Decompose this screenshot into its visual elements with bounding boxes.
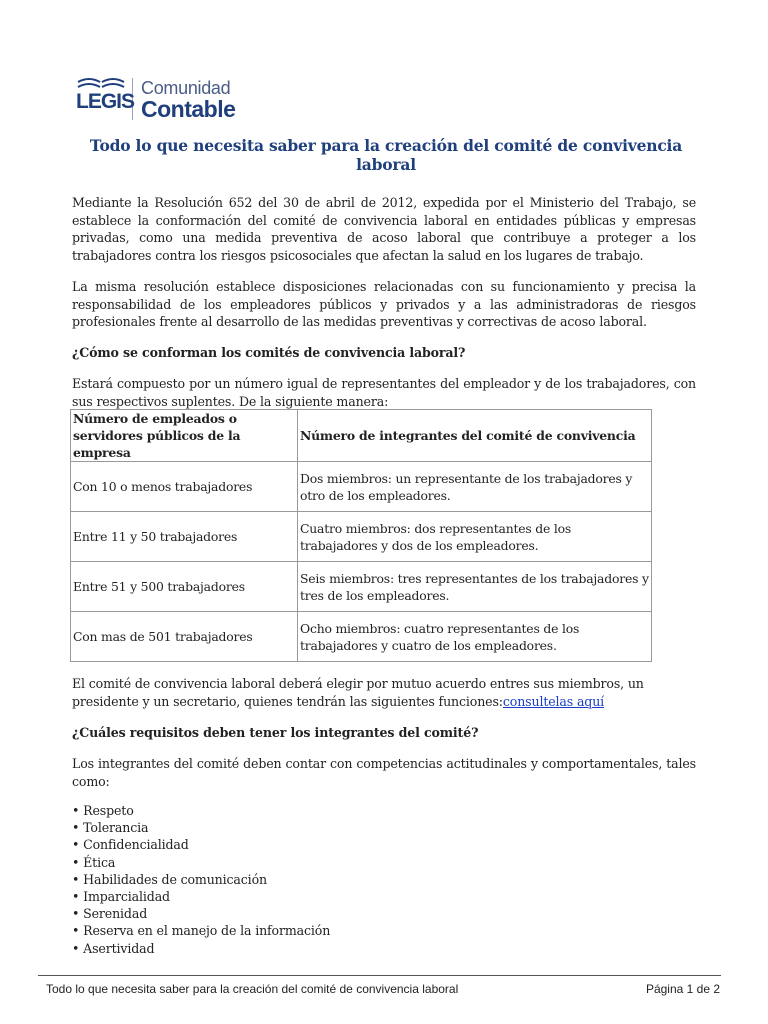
- table-cell-integrantes: Ocho miembros: cuatro representantes de los trabajadores y cuatro de los empleadores.: [298, 612, 652, 662]
- consultelas-link[interactable]: consultelas aquí: [502, 693, 605, 709]
- table-cell-empleados: Con 10 o menos trabajadores: [71, 462, 298, 512]
- list-item: • Asertividad: [72, 940, 330, 957]
- table-row: [71, 462, 652, 512]
- table-cell-integrantes: Dos miembros: un representante de los trabajadores y otro de los empleadores.: [298, 462, 652, 512]
- logo-line-comunidad: Comunidad: [141, 78, 231, 98]
- footer-title: Todo lo que necesita saber para la creación del comité de convivencia laboral: [46, 982, 459, 996]
- table-cell-integrantes: Cuatro miembros: dos representantes de los trabajadores y dos de los empleadores.: [298, 512, 652, 562]
- list-item: • Habilidades de comunicación: [72, 871, 330, 888]
- heading-como-se-conforman: ¿Cómo se conforman los comités de convivencia laboral?: [72, 345, 466, 360]
- paragraph-responsabilidad: La misma resolución establece disposiciones relacionadas con su funcionamiento y precisa la responsabilidad de los empleadores públicos y privados y a las administradoras de riesgos profesionales frente al desarrollo de las medidas preventivas y correctivas de acoso laboral.: [72, 279, 696, 329]
- list-item: • Respeto: [72, 802, 330, 819]
- table-cell-empleados: Entre 11 y 50 trabajadores: [71, 512, 298, 562]
- list-item: • Confidencialidad: [72, 836, 330, 853]
- list-item: • Tolerancia: [72, 819, 330, 836]
- table-header-empleados: Número de empleados o servidores públicos de la empresa: [71, 410, 298, 462]
- logo-line-contable: Contable: [141, 96, 236, 122]
- list-item: • Ética: [72, 854, 330, 871]
- table-row: [71, 562, 652, 612]
- table-cell-integrantes: Seis miembros: tres representantes de los trabajadores y tres de los empleadores.: [298, 562, 652, 612]
- table-cell-empleados: Entre 51 y 500 trabajadores: [71, 562, 298, 612]
- legis-wordmark: LEGIS: [76, 90, 135, 113]
- paragraph-funciones-text: El comité de convivencia laboral deberá elegir por mutuo acuerdo entres sus miembros, un presidente y un secretario, quienes tendrán las siguientes funciones:: [72, 676, 644, 709]
- table-header-row: [71, 410, 652, 462]
- footer-page-number: Página 1 de 2: [645, 982, 720, 996]
- table-header-integrantes: Número de integrantes del comité de convivencia: [298, 410, 652, 462]
- list-item: • Imparcialidad: [72, 888, 330, 905]
- integrantes-table: [70, 409, 652, 662]
- footer-divider: [38, 975, 721, 976]
- logo-text: [141, 76, 235, 121]
- list-item: • Reserva en el manejo de la información: [72, 922, 330, 939]
- list-item: • Serenidad: [72, 905, 330, 922]
- legis-logo: [76, 76, 235, 121]
- paragraph-presidente-secretario: [72, 675, 696, 710]
- table-row: [71, 512, 652, 562]
- legis-logo-mark: [76, 76, 135, 120]
- paragraph-composicion: Estará compuesto por un número igual de representantes del empleador y de los trabajadores, con sus respectivos suplentes. De la siguiente manera:: [72, 376, 696, 409]
- competencias-list: [72, 802, 330, 957]
- table-cell-empleados: Con mas de 501 trabajadores: [71, 612, 298, 662]
- table-row: [71, 612, 652, 662]
- paragraph-competencias: Los integrantes del comité deben contar con competencias actitudinales y comportamentales, tales como:: [72, 756, 696, 789]
- document-title: Todo lo que necesita saber para la creación del comité de convivencia laboral: [89, 136, 683, 174]
- paragraph-intro: Mediante la Resolución 652 del 30 de abril de 2012, expedida por el Ministerio del Trabajo, se establece la conformación del comité de convivencia laboral en entidades públicas y empresas privadas, como una medida preventiva de acoso laboral que contribuye a proteger a los trabajadores contra los riesgos psicosociales que afectan la salud en los lugares de trabajo.: [72, 195, 696, 263]
- heading-requisitos: ¿Cuáles requisitos deben tener los integrantes del comité?: [72, 725, 479, 740]
